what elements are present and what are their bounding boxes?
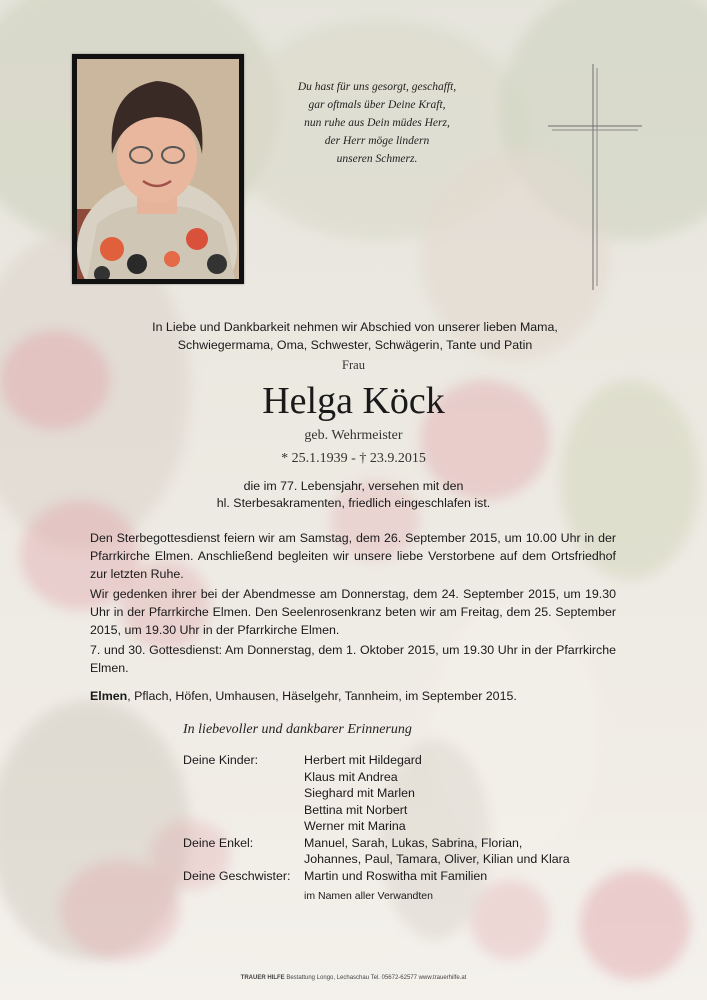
children-label: Deine Kinder: (183, 753, 259, 767)
poem-line: nun ruhe aus Dein müdes Herz, (304, 117, 450, 129)
intro-text (90, 318, 620, 354)
relatives-note: im Namen aller Verwandten (304, 890, 433, 902)
grandchildren-row (183, 835, 623, 868)
poem-line: der Herr möge lindern (324, 135, 430, 147)
siblings-entry: Martin und Roswitha mit Familien (304, 868, 488, 883)
memorial-mass-paragraph: Wir gedenken ihrer bei der Abendmesse am Donnerstag, dem 24. September 2015, um 19.30 Uhr in der Pfarrkirche Elmen. Den Seelenrosenkranz beten wir am Freitag, dem 25. September 2015, um 19.30 Uhr in der Pfarrkirche Elmen. (90, 587, 616, 637)
poem-line: unseren Schmerz. (336, 153, 418, 165)
child-entry: Bettina mit Norbert (304, 802, 408, 817)
family-list (183, 752, 623, 905)
intro-line: In Liebe und Dankbarkeit nehmen wir Abschied von unserer lieben Mama, (152, 320, 558, 334)
children-row (183, 752, 623, 835)
footer (0, 975, 707, 981)
poem (262, 78, 492, 168)
siblings-label: Deine Geschwister: (183, 868, 291, 883)
grandchildren-label: Deine Enkel: (183, 835, 254, 850)
poem-line: Du hast für uns gesorgt, geschafft, (297, 81, 457, 93)
footer-text: Bestattung Longo, Lechaschau Tel. 05672-62577 www.trauerhilfe.at (284, 975, 467, 981)
child-entry: Sieghard mit Marlen (304, 786, 415, 800)
portrait-photo-frame (72, 54, 244, 284)
life-dates: * 25.1.1939 - † 23.9.2015 (281, 451, 426, 466)
deceased-name: Helga Köck (262, 380, 445, 422)
places-rest: , Pflach, Höfen, Umhausen, Häselgehr, Tannheim, im September 2015. (127, 689, 517, 703)
memory-heading: In liebevoller und dankbarer Erinnerung (183, 722, 412, 737)
footer-brand: TRAUER HILFE (240, 975, 285, 981)
death-notice-line: die im 77. Lebensjahr, versehen mit den (243, 479, 464, 493)
child-entry: Werner mit Marina (304, 819, 406, 833)
death-notice (0, 478, 707, 512)
portrait-photo (77, 59, 239, 279)
salutation: Frau (342, 358, 365, 372)
services-paragraph: 7. und 30. Gottesdienst: Am Donnerstag, dem 1. Oktober 2015, um 19.30 Uhr in der Pfarrkirche Elmen. (90, 643, 616, 675)
maiden-name: geb. Wehrmeister (304, 428, 403, 443)
poem-line: gar oftmals über Deine Kraft, (308, 99, 446, 111)
grandchildren-entry: Johannes, Paul, Tamara, Oliver, Kilian und Klara (304, 852, 570, 866)
funeral-service-paragraph: Den Sterbegottesdienst feiern wir am Samstag, dem 26. September 2015, um 10.00 Uhr in der Pfarrkirche Elmen. Anschließend begleiten wir unsere liebe Verstorbene auf dem Ortsfriedhof zur letzten Ruhe. (90, 531, 616, 581)
siblings-row (183, 868, 623, 905)
intro-line: Schwiegermama, Oma, Schwester, Schwägerin, Tante und Patin (177, 338, 533, 352)
grandchildren-entry: Manuel, Sarah, Lukas, Sabrina, Florian, (304, 835, 523, 850)
places-bold: Elmen (90, 689, 128, 703)
child-entry: Herbert mit Hildegard (304, 753, 422, 767)
places-line (90, 689, 620, 703)
child-entry: Klaus mit Andrea (304, 769, 398, 784)
cross-icon (548, 64, 642, 290)
death-notice-line: hl. Sterbesakramenten, friedlich eingeschlafen ist. (216, 496, 491, 510)
